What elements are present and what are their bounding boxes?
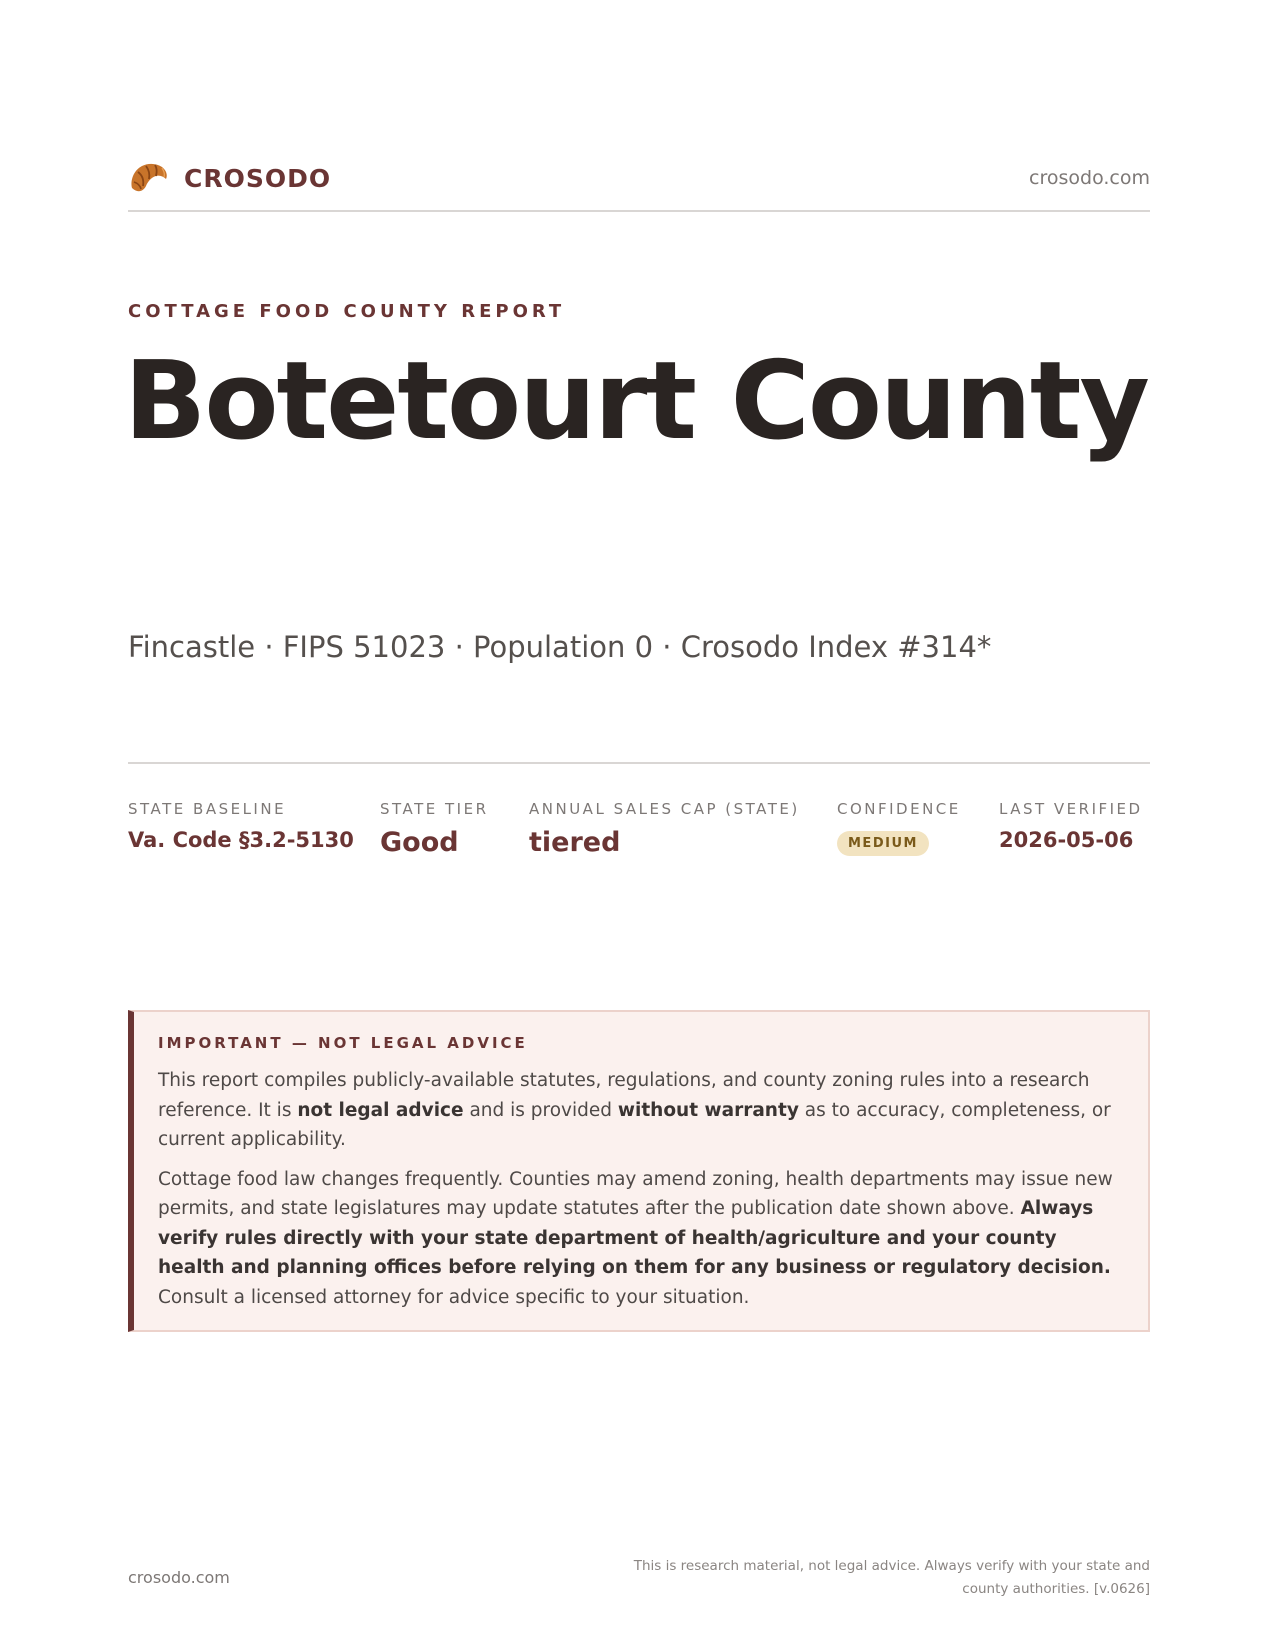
notice-text: This report compiles publicly-available statutes, regulations, and county zoning rules into a research reference. It is (158, 1070, 1090, 1121)
confidence-badge: MEDIUM (837, 831, 929, 856)
notice-text: and is provided (463, 1099, 618, 1121)
notice-emphasis: not legal advice (297, 1099, 464, 1121)
notice-emphasis: Always verify rules directly with your state department of health/agriculture and your county health and planning offices before relying on them for any business or regulatory decision. (158, 1198, 1111, 1278)
header-divider (128, 210, 1150, 212)
stat-confidence (837, 800, 961, 856)
notice-text: Cottage food law changes frequently. Counties may amend zoning, health departments may issue new permits, and state legislatures may update statutes after the publication date shown above. (158, 1168, 1113, 1219)
site-url[interactable]: crosodo.com (1029, 167, 1150, 189)
county-subtitle: Fincastle · FIPS 51023 · Population 0 · Crosodo Index #314* (128, 630, 992, 664)
notice-text: Consult a licensed attorney for advice specific to your situation. (158, 1286, 750, 1308)
stat-value: Va. Code §3.2-5130 (128, 828, 354, 852)
page-title: Botetourt County (124, 339, 1148, 464)
notice-heading: IMPORTANT — NOT LEGAL ADVICE (158, 1034, 528, 1052)
page-header (128, 158, 1150, 208)
report-page (124, 0, 1150, 1650)
stat-annual-sales-cap (529, 800, 800, 858)
stat-value: 2026-05-06 (999, 828, 1134, 852)
brand-name: CROSODO (184, 163, 332, 193)
stat-label: CONFIDENCE (837, 800, 961, 818)
notice-paragraph-1 (158, 1066, 1122, 1155)
notice-paragraph-2 (158, 1165, 1122, 1313)
brand (128, 158, 331, 198)
footer-disclaimer: This is research material, not legal advice. Always verify with your state and county authorities. [v.0626] (633, 1558, 1150, 1597)
stat-label: STATE BASELINE (128, 800, 287, 818)
stat-last-verified (999, 800, 1143, 852)
notice-text: as to accuracy, completeness, or current applicability. (158, 1099, 1111, 1150)
stat-value: tiered (529, 827, 621, 858)
stat-label: ANNUAL SALES CAP (STATE) (529, 800, 800, 818)
stat-label: LAST VERIFIED (999, 800, 1143, 818)
stats-divider (128, 762, 1150, 764)
notice-emphasis: without warranty (617, 1099, 799, 1121)
stat-state-tier (380, 800, 489, 858)
stat-label: STATE TIER (380, 800, 489, 818)
stat-value: Good (380, 827, 459, 858)
report-eyebrow: COTTAGE FOOD COUNTY REPORT (128, 301, 566, 322)
stat-state-baseline (128, 800, 354, 852)
footer-url[interactable]: crosodo.com (128, 1568, 230, 1587)
croissant-icon (128, 158, 170, 198)
legal-notice (128, 1010, 1150, 1332)
